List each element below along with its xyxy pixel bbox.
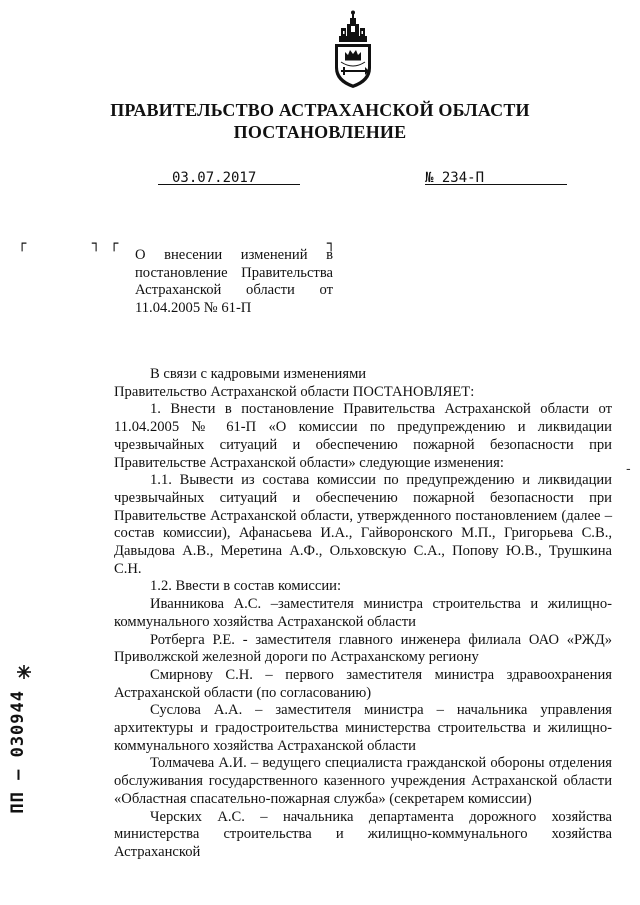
document-subject: О внесении изменений в постановление Правительства Астраханской области от 11.04.2005 № 61-П	[135, 247, 333, 316]
stamp-star-icon	[16, 664, 32, 680]
body-paragraph: В связи с кадровыми изменениями	[150, 366, 367, 382]
org-title: ПРАВИТЕЛЬСТВО АСТРАХАНСКОЙ ОБЛАСТИ	[110, 100, 530, 120]
body-paragraph: Толмачева А.И. – ведущего специалиста гражданской обороны отделения обслуживания государственного казенного учреждения Астраханской области «Областная спасательно-пожарная служба» (секретарем комиссии)	[114, 755, 612, 807]
serial-stamp	[8, 690, 38, 900]
corner-mark-left: ┌	[18, 236, 27, 252]
body-paragraph: Смирнову С.Н. – первого заместителя министра здравоохранения Астраханской области (по согласованию)	[114, 666, 612, 701]
corner-mark-right: ┐	[327, 236, 336, 252]
body-paragraph: 1.2. Ввести в состав комиссии:	[150, 578, 342, 595]
margin-mark: -	[626, 462, 631, 477]
body-paragraph: 1.1. Вывести из состава комиссии по предупреждению и ликвидации чрезвычайных ситуаций и обеспечению пожарной безопасности при Правительстве Астраханской области, утвержденного постановлением (далее – состав комиссии), Афанасьева И.А., Гайворонского М.П., Григорьева С.В., Давыдова А.В., Меретина А.Ф., Ольховскую С.А., Попову Ю.В., Трушкина С.Н.	[114, 472, 612, 577]
document-number: № 234-П	[425, 170, 485, 186]
document-body	[114, 366, 612, 862]
body-paragraph: Иванникова А.С. –заместителя министра строительства и жилищно-коммунального хозяйства Астраханской области	[114, 596, 612, 630]
doc-type-title: ПОСТАНОВЛЕНИЕ	[233, 122, 407, 142]
body-paragraph: Суслова А.А. – заместителя министра – начальника управления архитектуры и градостроительства министерства строительства и жилищно-коммунального хозяйства Астраханской области	[114, 702, 612, 754]
corner-mark-mid-left: ┐	[92, 236, 101, 252]
date-underline	[158, 184, 300, 185]
body-paragraph: 1. Внести в постановление Правительства Астраханской области от 11.04.2005 № 61-П «О комиссии по предупреждению и ликвидации чрезвычайных ситуаций и обеспечению пожарной безопасности при Правительстве Астраханской области» следующие изменения:	[114, 401, 612, 471]
number-underline	[425, 184, 567, 185]
body-paragraph: Правительство Астраханской области ПОСТАНОВЛЯЕТ:	[114, 383, 475, 400]
document-date: 03.07.2017	[172, 170, 257, 186]
corner-mark-mid-right: ┌	[110, 236, 119, 252]
body-paragraph: Ротберга Р.Е. - заместителя главного инженера филиала ОАО «РЖД» Приволжской железной дороги по Астраханскому региону	[114, 631, 612, 666]
body-paragraph: Черских А.С. – начальника департамента дорожного хозяйства министерства строительства и жилищно-коммунального хозяйства Астраханской	[114, 808, 612, 860]
serial-number: ПП – 030944	[8, 690, 28, 814]
coat-of-arms-icon	[327, 10, 379, 90]
